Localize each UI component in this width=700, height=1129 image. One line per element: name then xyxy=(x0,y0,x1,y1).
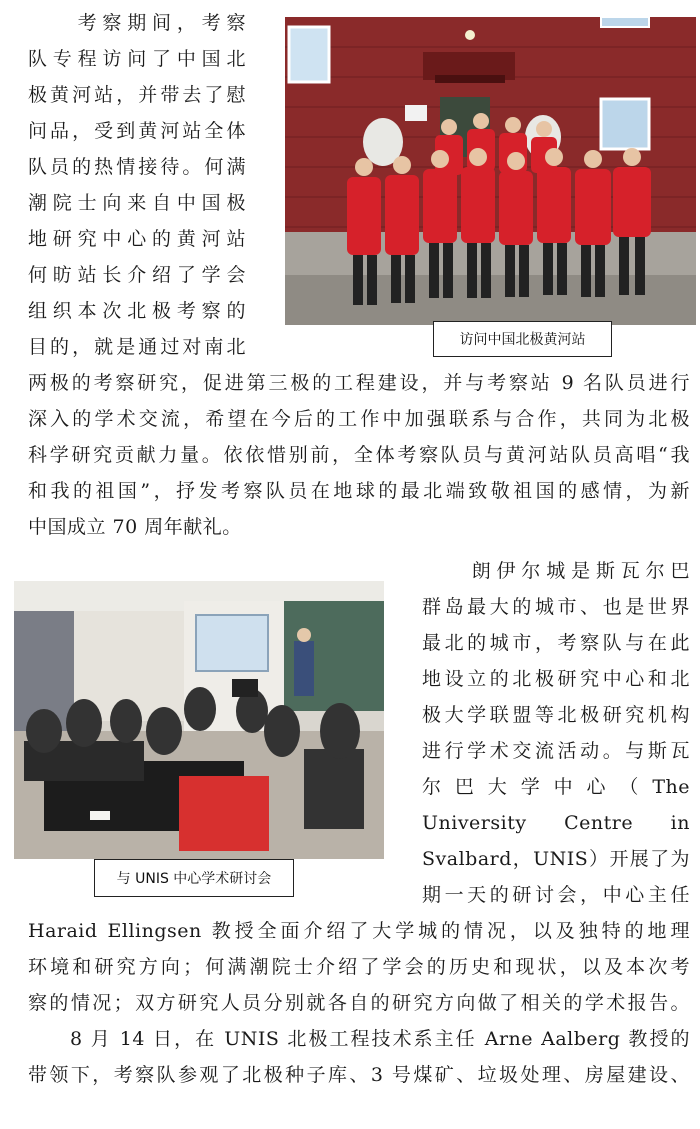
text-line: 察的情况；双方研究人员分别就各自的研究方向做了相关的学术报告。 xyxy=(28,992,690,1014)
text-line: 地研究中心的黄河站 xyxy=(28,228,246,250)
text-line: 进行学术交流活动。与斯瓦 xyxy=(422,740,690,762)
text-line: 深入的学术交流，希望在今后的工作中加强联系与合作，共同为北极 xyxy=(28,408,690,430)
photo1-caption: 访问中国北极黄河站 xyxy=(433,321,612,357)
text-line: 地设立的北极研究中心和北 xyxy=(422,668,690,690)
text-line: 目的，就是通过对南北 xyxy=(28,336,246,358)
text-line: 极黄河站，并带去了慰 xyxy=(28,84,246,106)
text-line: 何昉站长介绍了学会 xyxy=(28,264,246,286)
text-line: 群岛最大的城市、也是世界 xyxy=(422,596,690,618)
text-line: 和我的祖国”，抒发考察队员在地球的最北端致敬祖国的感情，为新 xyxy=(28,480,690,502)
photo-yellow-river-station xyxy=(285,17,696,325)
text-line: 朗伊尔城是斯瓦尔巴 xyxy=(422,560,690,582)
text-line: 极大学联盟等北极研究机构 xyxy=(422,704,690,726)
text-line: 潮院士向来自中国极 xyxy=(28,192,246,214)
text-line: 尔 巴 大 学 中 心 （ The xyxy=(422,776,690,798)
text-line: Svalbard，UNIS）开展了为 xyxy=(422,848,690,870)
text-line: 环境和研究方向；何满潮院士介绍了学会的历史和现状，以及本次考 xyxy=(28,956,690,978)
text-line: 中国成立 70 周年献礼。 xyxy=(28,516,242,538)
text-line: Haraid Ellingsen 教授全面介绍了大学城的情况，以及独特的地理 xyxy=(28,920,690,942)
photo-unis-seminar xyxy=(14,581,384,859)
seminar-photo-illustration xyxy=(14,581,384,859)
text-line: 8 月 14 日，在 UNIS 北极工程技术系主任 Arne Aalberg 教授的 xyxy=(28,1028,690,1050)
text-line: 队专程访问了中国北 xyxy=(28,48,246,70)
text-line: University Centre in xyxy=(422,812,690,834)
text-line: 考察期间，考察 xyxy=(28,12,246,34)
group-photo-illustration xyxy=(285,17,696,325)
text-line: 期一天的研讨会，中心主任 xyxy=(422,884,690,906)
text-line: 队员的热情接待。何满 xyxy=(28,156,246,178)
photo2-caption: 与 UNIS 中心学术研讨会 xyxy=(94,859,294,897)
text-line: 带领下，考察队参观了北极种子库、3 号煤矿、垃圾处理、房屋建设、 xyxy=(28,1064,690,1086)
text-line: 最北的城市，考察队与在此 xyxy=(422,632,690,654)
text-line: 组织本次北极考察的 xyxy=(28,300,246,322)
text-line: 问品，受到黄河站全体 xyxy=(28,120,246,142)
text-line: 科学研究贡献力量。依依惜别前，全体考察队员与黄河站队员高唱“我 xyxy=(28,444,690,466)
text-line: 两极的考察研究，促进第三极的工程建设，并与考察站 9 名队员进行 xyxy=(28,372,690,394)
